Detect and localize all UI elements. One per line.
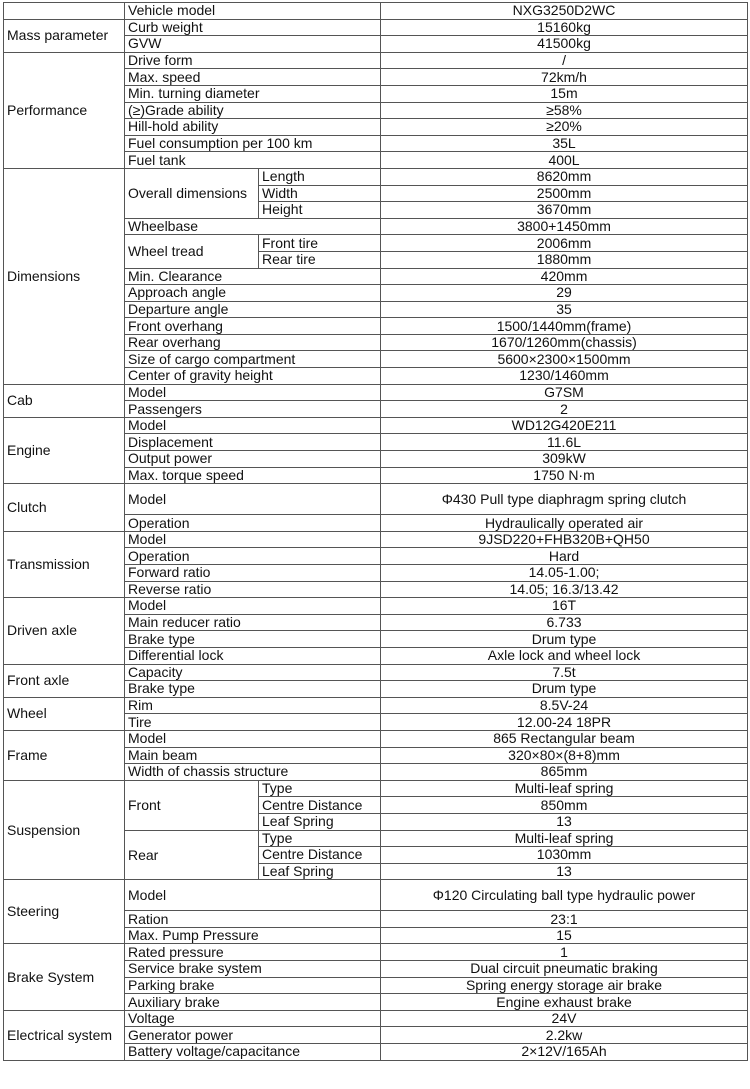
- spec-label: Rear tire: [259, 251, 381, 268]
- spec-row: [4, 168, 748, 185]
- spec-label: Model: [125, 531, 381, 548]
- spec-value: 865 Rectangular beam: [381, 730, 748, 747]
- spec-label: Length: [259, 168, 381, 185]
- spec-row: [4, 1010, 748, 1027]
- spec-value: 1: [381, 944, 748, 961]
- spec-value: Axle lock and wheel lock: [381, 647, 748, 664]
- spec-value: ≥58%: [381, 102, 748, 119]
- spec-value: 9JSD220+FHB320B+QH50: [381, 531, 748, 548]
- spec-label: Auxiliary brake: [125, 994, 381, 1011]
- spec-value: 16T: [381, 598, 748, 615]
- spec-label: Output power: [125, 451, 381, 468]
- spec-value: 6.733: [381, 614, 748, 631]
- spec-value: Drum type: [381, 631, 748, 648]
- spec-label: Battery voltage/capacitance: [125, 1044, 381, 1061]
- spec-value: 35L: [381, 135, 748, 152]
- spec-label: Voltage: [125, 1010, 381, 1027]
- spec-value: Φ430 Pull type diaphragm spring clutch: [381, 484, 748, 515]
- spec-label: Rated pressure: [125, 944, 381, 961]
- spec-value: 23:1: [381, 911, 748, 928]
- spec-label: Curb weight: [125, 19, 381, 36]
- spec-label: Type: [259, 780, 381, 797]
- spec-value: 865mm: [381, 764, 748, 781]
- spec-value: 1750 N·m: [381, 467, 748, 484]
- spec-value: Drum type: [381, 681, 748, 698]
- spec-label: Max. speed: [125, 69, 381, 86]
- spec-label: Max. torque speed: [125, 467, 381, 484]
- spec-row: [4, 384, 748, 401]
- group-label-electrical-system: Electrical system: [4, 1010, 125, 1060]
- group-label-engine: Engine: [4, 417, 125, 483]
- spec-value: 24V: [381, 1010, 748, 1027]
- spec-value: 8620mm: [381, 168, 748, 185]
- spec-row: [4, 880, 748, 911]
- spec-value: Multi-leaf spring: [381, 830, 748, 847]
- group-label-brake-system: Brake System: [4, 944, 125, 1010]
- spec-value: 5600×2300×1500mm: [381, 351, 748, 368]
- spec-row: [4, 417, 748, 434]
- spec-label: Reverse ratio: [125, 581, 381, 598]
- spec-label: Leaf Spring: [259, 813, 381, 830]
- spec-label: Brake type: [125, 631, 381, 648]
- subgroup-label-front: Front: [125, 780, 259, 830]
- spec-label: Fuel consumption per 100 km: [125, 135, 381, 152]
- spec-label: Rim: [125, 697, 381, 714]
- spec-value: 15: [381, 927, 748, 944]
- spec-label: Model: [125, 598, 381, 615]
- spec-label: Front tire: [259, 235, 381, 252]
- spec-value: Multi-leaf spring: [381, 780, 748, 797]
- spec-row: [4, 944, 748, 961]
- spec-label: Vehicle model: [125, 3, 381, 20]
- spec-label: Min. Clearance: [125, 268, 381, 285]
- group-label-wheel: Wheel: [4, 697, 125, 730]
- spec-label: Parking brake: [125, 977, 381, 994]
- spec-value: 13: [381, 863, 748, 880]
- spec-label: Model: [125, 484, 381, 515]
- spec-value: 3670mm: [381, 202, 748, 219]
- spec-row: [4, 531, 748, 548]
- spec-label: Size of cargo compartment: [125, 351, 381, 368]
- spec-value: Hard: [381, 548, 748, 565]
- spec-label: Operation: [125, 515, 381, 532]
- spec-value: 2500mm: [381, 185, 748, 202]
- spec-label: Forward ratio: [125, 565, 381, 582]
- spec-label: Approach angle: [125, 285, 381, 302]
- spec-value: Hydraulically operated air: [381, 515, 748, 532]
- group-label-steering: Steering: [4, 880, 125, 944]
- spec-value: 2006mm: [381, 235, 748, 252]
- spec-value: 2.2kw: [381, 1027, 748, 1044]
- group-label-performance: Performance: [4, 52, 125, 168]
- spec-label: Max. Pump Pressure: [125, 927, 381, 944]
- spec-value: WD12G420E211: [381, 417, 748, 434]
- spec-value: 1880mm: [381, 251, 748, 268]
- spec-value: 15m: [381, 85, 748, 102]
- spec-label: Width of chassis structure: [125, 764, 381, 781]
- group-label-driven-axle: Driven axle: [4, 598, 125, 664]
- spec-label: Displacement: [125, 434, 381, 451]
- spec-value: 309kW: [381, 451, 748, 468]
- spec-value: Spring energy storage air brake: [381, 977, 748, 994]
- spec-label: Main beam: [125, 747, 381, 764]
- spec-label: Rear overhang: [125, 334, 381, 351]
- spec-label: Type: [259, 830, 381, 847]
- spec-value: 1500/1440mm(frame): [381, 318, 748, 335]
- spec-value: 1230/1460mm: [381, 368, 748, 385]
- spec-value: 3800+1450mm: [381, 218, 748, 235]
- spec-label: Differential lock: [125, 647, 381, 664]
- group-label: [4, 3, 125, 20]
- spec-label: Height: [259, 202, 381, 219]
- spec-label: Centre Distance: [259, 797, 381, 814]
- spec-value: Φ120 Circulating ball type hydraulic power: [381, 880, 748, 911]
- spec-label: Wheelbase: [125, 218, 381, 235]
- spec-label: Model: [125, 730, 381, 747]
- spec-row: [4, 697, 748, 714]
- spec-row: [4, 484, 748, 515]
- spec-value: /: [381, 52, 748, 69]
- spec-label: Centre Distance: [259, 847, 381, 864]
- spec-label: Passengers: [125, 401, 381, 418]
- spec-label: Capacity: [125, 664, 381, 681]
- spec-label: Brake type: [125, 681, 381, 698]
- group-label-front-axle: Front axle: [4, 664, 125, 697]
- spec-label: Hill-hold ability: [125, 119, 381, 136]
- spec-value: 14.05-1.00;: [381, 565, 748, 582]
- spec-value: 1670/1260mm(chassis): [381, 334, 748, 351]
- spec-label: Fuel tank: [125, 152, 381, 169]
- spec-value: 420mm: [381, 268, 748, 285]
- spec-value: 13: [381, 813, 748, 830]
- spec-row: [4, 780, 748, 797]
- spec-value: 35: [381, 301, 748, 318]
- group-label-clutch: Clutch: [4, 484, 125, 532]
- spec-value: 7.5t: [381, 664, 748, 681]
- spec-row: [4, 19, 748, 36]
- spec-label: Model: [125, 417, 381, 434]
- spec-table: [3, 2, 748, 1061]
- spec-value: NXG3250D2WC: [381, 3, 748, 20]
- spec-label: Model: [125, 880, 381, 911]
- spec-value: 14.05; 16.3/13.42: [381, 581, 748, 598]
- spec-label: Main reducer ratio: [125, 614, 381, 631]
- spec-row: [4, 730, 748, 747]
- spec-value: 15160kg: [381, 19, 748, 36]
- group-label-transmission: Transmission: [4, 531, 125, 597]
- group-label-mass-parameter: Mass parameter: [4, 19, 125, 52]
- spec-value: 2: [381, 401, 748, 418]
- spec-label: Center of gravity height: [125, 368, 381, 385]
- group-label-frame: Frame: [4, 730, 125, 780]
- subgroup-label-wheel-tread: Wheel tread: [125, 235, 259, 268]
- spec-label: Service brake system: [125, 961, 381, 978]
- spec-table-body: [4, 3, 748, 1061]
- spec-row: [4, 598, 748, 615]
- spec-label: Leaf Spring: [259, 863, 381, 880]
- spec-value: G7SM: [381, 384, 748, 401]
- spec-label: Operation: [125, 548, 381, 565]
- spec-row: [4, 664, 748, 681]
- spec-value: 41500kg: [381, 36, 748, 53]
- spec-value: 320×80×(8+8)mm: [381, 747, 748, 764]
- group-label-suspension: Suspension: [4, 780, 125, 880]
- spec-label: Ration: [125, 911, 381, 928]
- group-label-cab: Cab: [4, 384, 125, 417]
- group-label-dimensions: Dimensions: [4, 168, 125, 384]
- spec-row: [4, 52, 748, 69]
- spec-label: Tire: [125, 714, 381, 731]
- subgroup-label-overall-dimensions: Overall dimensions: [125, 168, 259, 218]
- spec-value: 850mm: [381, 797, 748, 814]
- spec-value: 1030mm: [381, 847, 748, 864]
- spec-label: Generator power: [125, 1027, 381, 1044]
- spec-row: [4, 3, 748, 20]
- spec-value: 12.00-24 18PR: [381, 714, 748, 731]
- spec-value: Engine exhaust brake: [381, 994, 748, 1011]
- spec-label: Drive form: [125, 52, 381, 69]
- spec-value: 2×12V/165Ah: [381, 1044, 748, 1061]
- spec-value: Dual circuit pneumatic braking: [381, 961, 748, 978]
- spec-label: Width: [259, 185, 381, 202]
- subgroup-label-rear: Rear: [125, 830, 259, 880]
- spec-label: GVW: [125, 36, 381, 53]
- spec-value: ≥20%: [381, 119, 748, 136]
- spec-label: Front overhang: [125, 318, 381, 335]
- spec-label: Departure angle: [125, 301, 381, 318]
- spec-value: 29: [381, 285, 748, 302]
- spec-value: 72km/h: [381, 69, 748, 86]
- spec-value: 11.6L: [381, 434, 748, 451]
- spec-value: 8.5V-24: [381, 697, 748, 714]
- spec-value: 400L: [381, 152, 748, 169]
- spec-label: Min. turning diameter: [125, 85, 381, 102]
- spec-label: (≥)Grade ability: [125, 102, 381, 119]
- spec-label: Model: [125, 384, 381, 401]
